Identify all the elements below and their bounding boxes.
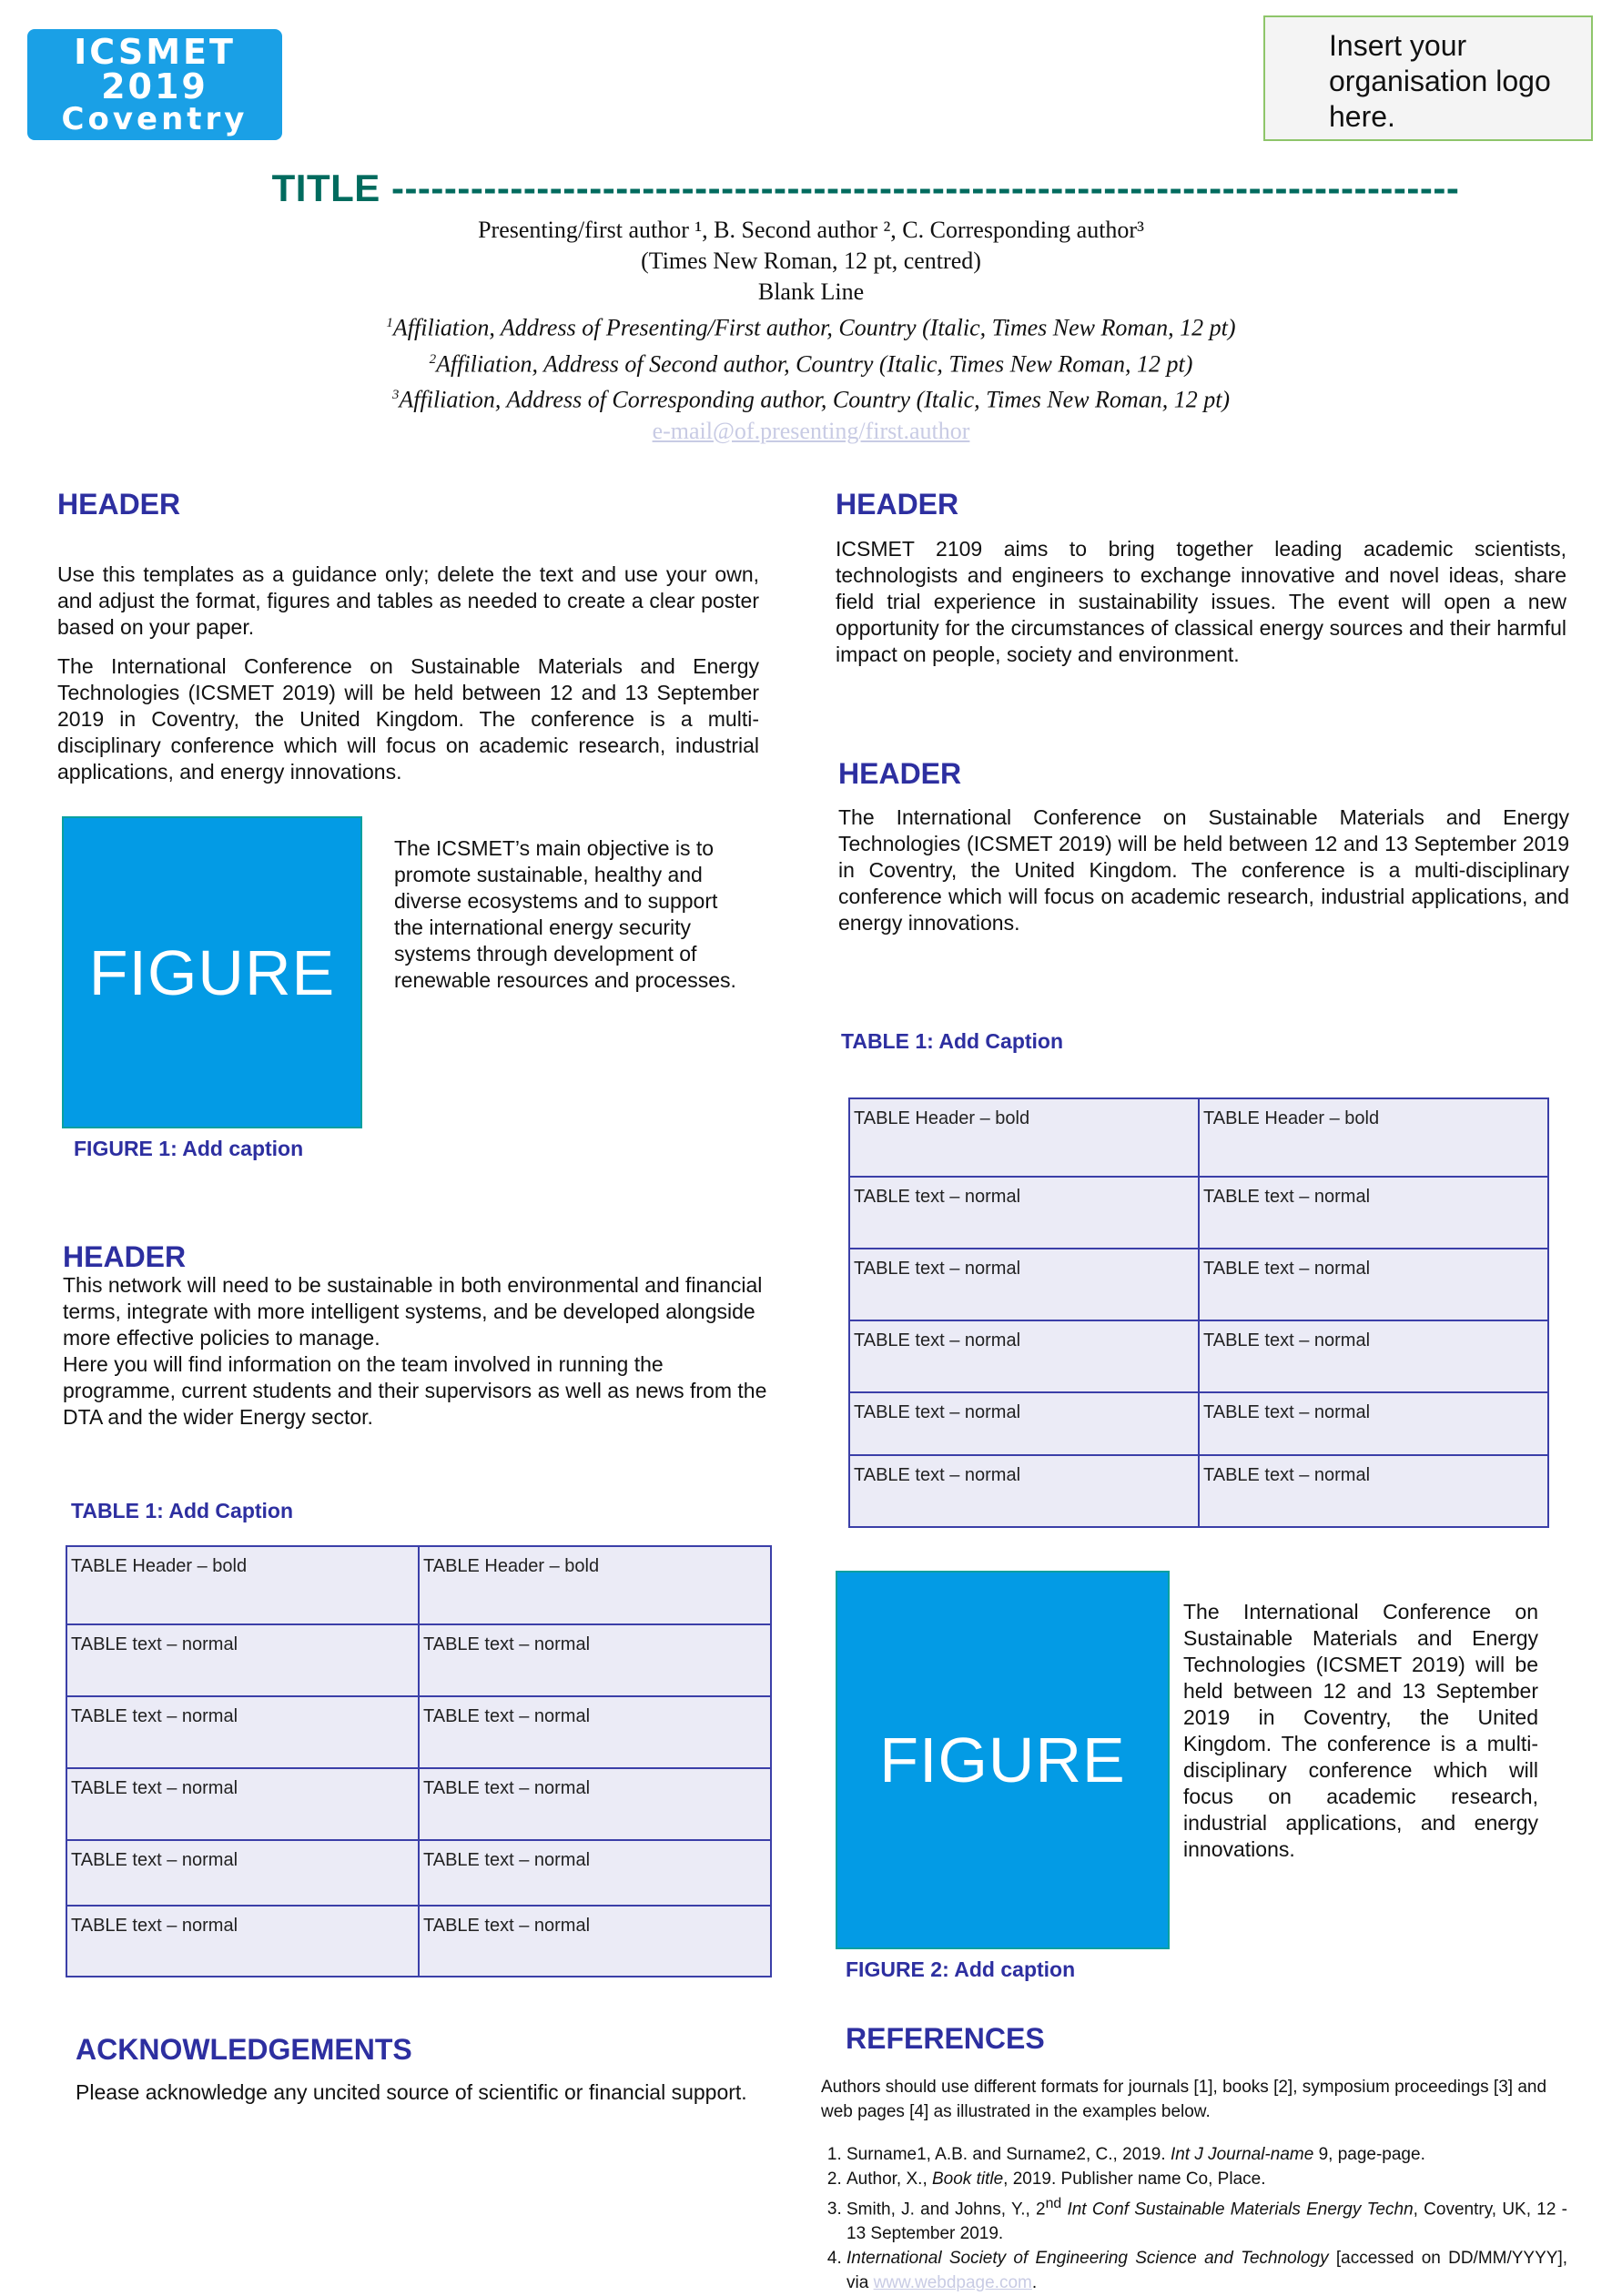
acknowledgements-header: ACKNOWLEDGEMENTS: [76, 2033, 412, 2066]
affiliation-3: [0, 379, 1622, 416]
table-row: [849, 1098, 1548, 1177]
table-header-cell: TABLE Header – bold: [66, 1546, 419, 1624]
figure-2-placeholder: FIGURE: [836, 1571, 1170, 1949]
affiliation-2: [0, 344, 1622, 380]
reference-4-accessed: [accessed on DD/MM/YYYY], via: [846, 2249, 1568, 2293]
affiliation-1: [0, 308, 1622, 344]
poster-title: TITLE ---------------------------------------------------------------------------------: [271, 167, 1460, 209]
table-row: [849, 1455, 1548, 1527]
table-cell: TABLE text – normal: [66, 1624, 419, 1696]
right-table: [848, 1097, 1549, 1528]
table-cell: TABLE text – normal: [419, 1906, 771, 1977]
table-cell: TABLE text – normal: [849, 1177, 1199, 1249]
table-cell: TABLE text – normal: [1199, 1455, 1548, 1527]
table-row: [66, 1768, 771, 1840]
table-row: [849, 1320, 1548, 1392]
reference-3-conference: Int Conf Sustainable Materials Energy Techn: [1061, 2200, 1414, 2220]
reference-2-publisher: , 2019. Publisher name Co, Place.: [1003, 2170, 1266, 2189]
reference-2-author: Author, X.,: [846, 2170, 932, 2189]
table-cell: TABLE text – normal: [1199, 1177, 1548, 1249]
reference-2-title: Book title: [932, 2170, 1004, 2189]
figure-1-caption: FIGURE 1: Add caption: [74, 1137, 304, 1160]
references-intro: Authors should use different formats for journals [1], books [2], symposium proceedings [3] and web pages [4] as illustrated in the examples below.: [821, 2078, 1547, 2121]
acknowledgements-text: Please acknowledge any uncited source of scientific or financial support.: [76, 2080, 747, 2104]
reference-3-superscript: nd: [1045, 2196, 1062, 2211]
left-table: [66, 1545, 772, 1977]
affiliation-3-text: Affiliation, Address of Corresponding author, Country (Italic, Times New Roman, 12 pt): [399, 386, 1231, 413]
table-cell: TABLE text – normal: [419, 1840, 771, 1906]
reference-3-authors: Smith, J. and Johns, Y., 2: [846, 2200, 1046, 2220]
reference-item: [846, 2246, 1567, 2295]
references-list: [821, 2142, 1567, 2295]
reference-item: [846, 2142, 1567, 2167]
table-row: [66, 1906, 771, 1977]
organisation-logo-placeholder: Insert your organisation logo here.: [1263, 15, 1593, 141]
left-paragraph-1: Use this templates as a guidance only; delete the text and use your own, and adjust the format, figures and tables as needed to create a clear poster based on your paper.: [57, 562, 759, 639]
table-cell: TABLE text – normal: [1199, 1392, 1548, 1455]
table-header-cell: TABLE Header – bold: [419, 1546, 771, 1624]
left-header-1: HEADER: [57, 488, 181, 521]
blank-line: Blank Line: [757, 278, 865, 305]
reference-4-organisation: International Society of Engineering Science and Technology: [846, 2249, 1329, 2269]
affiliation-1-number: 1: [386, 316, 393, 330]
table-row: [849, 1249, 1548, 1320]
table-cell: TABLE text – normal: [849, 1249, 1199, 1320]
reference-3-location: , Coventry, UK, 12 - 13 September 2019.: [846, 2200, 1567, 2244]
table-cell: TABLE text – normal: [66, 1696, 419, 1768]
right-table-caption: TABLE 1: Add Caption: [841, 1029, 1064, 1053]
reference-4-link[interactable]: www.webdpage.com: [873, 2273, 1032, 2293]
right-header-1: HEADER: [836, 488, 959, 521]
affiliation-3-number: 3: [391, 388, 400, 403]
author-block: [0, 215, 1622, 447]
left-header-2: HEADER: [63, 1240, 187, 1273]
table-row: [66, 1696, 771, 1768]
left-paragraph-2: The International Conference on Sustainable Materials and Energy Technologies (ICSMET 2019) will be held between 12 and 13 September 2019 in Coventry, the United Kingdom. The conference is a multi-disciplinary conference which will focus on academic research, industrial applications, and energy innovations.: [57, 654, 759, 784]
table-cell: TABLE text – normal: [66, 1906, 419, 1977]
references-header: REFERENCES: [846, 2022, 1045, 2055]
affiliation-2-text: Affiliation, Address of Second author, Country (Italic, Times New Roman, 12 pt): [436, 350, 1193, 378]
table-cell: TABLE text – normal: [419, 1696, 771, 1768]
table-cell: TABLE text – normal: [66, 1840, 419, 1906]
table-row: [66, 1546, 771, 1624]
right-paragraph-2: The International Conference on Sustainable Materials and Energy Technologies (ICSMET 2019) will be held between 12 and 13 September 2019 in Coventry, the United Kingdom. The conference is a multi-disciplinary conference which will focus on academic research, industrial applications, and energy innovations.: [838, 805, 1569, 935]
logo-line-3: Coventry: [61, 101, 248, 137]
reference-item: [846, 2191, 1567, 2246]
table-cell: TABLE text – normal: [849, 1320, 1199, 1392]
left-paragraph-4: Here you will find information on the team involved in running the programme, current students and their supervisors as well as news from the DTA and the wider Energy sector.: [63, 1352, 767, 1429]
table-cell: TABLE text – normal: [849, 1455, 1199, 1527]
left-paragraph-3: This network will need to be sustainable in both environmental and financial terms, integrate with more intelligent systems, and be developed alongside more effective policies to manage.: [63, 1273, 763, 1350]
table-cell: TABLE text – normal: [1199, 1249, 1548, 1320]
references-block: [821, 2075, 1567, 2295]
figure-2-caption: FIGURE 2: Add caption: [846, 1957, 1076, 1981]
table-header-cell: TABLE Header – bold: [1199, 1098, 1548, 1177]
figure-1-side-text: The ICSMET’s main objective is to promote sustainable, healthy and diverse ecosystems and to support the international energy security systems through development of renewable resources and processes.: [394, 836, 736, 992]
left-table-caption: TABLE 1: Add Caption: [71, 1499, 294, 1522]
icsmet-logo: [27, 29, 282, 140]
table-row: [66, 1624, 771, 1696]
reference-1-authors: Surname1, A.B. and Surname2, C., 2019.: [846, 2145, 1171, 2164]
logo-line-1: ICSMET: [74, 32, 236, 72]
table-cell: TABLE text – normal: [419, 1624, 771, 1696]
table-cell: TABLE text – normal: [66, 1768, 419, 1840]
figure-2-side-text: The International Conference on Sustainable Materials and Energy Technologies (ICSMET 2019) will be held between 12 and 13 September 2019 in Coventry, the United Kingdom. The conference is a multi-disciplinary conference which will focus on academic research, industrial applications, and energy innovations.: [1183, 1600, 1538, 1861]
author-email-link[interactable]: e-mail@of.presenting/first.author: [652, 417, 970, 444]
figure-1-placeholder: FIGURE: [62, 816, 362, 1128]
reference-1-pages: 9, page-page.: [1313, 2145, 1425, 2164]
table-row: [66, 1840, 771, 1906]
right-header-2: HEADER: [838, 757, 962, 790]
reference-4-end: .: [1031, 2273, 1038, 2293]
author-format-note: (Times New Roman, 12 pt, centred): [641, 248, 981, 274]
table-cell: TABLE text – normal: [1199, 1320, 1548, 1392]
logo-line-2: 2019: [101, 66, 208, 106]
reference-item: [846, 2167, 1567, 2191]
right-paragraph-1: ICSMET 2109 aims to bring together leading academic scientists, technologists and engineers to exchange innovative and novel ideas, share field trial experience in sustainability issues. The event will open a new opportunity for the circumstances of classical energy sources and their harmful impact on people, society and environment.: [836, 537, 1566, 666]
table-row: [849, 1177, 1548, 1249]
reference-1-journal: Int J Journal-name: [1170, 2145, 1314, 2164]
table-cell: TABLE text – normal: [419, 1768, 771, 1840]
table-row: [849, 1392, 1548, 1455]
affiliation-1-text: Affiliation, Address of Presenting/First author, Country (Italic, Times New Roman, 12 pt): [392, 314, 1236, 341]
author-line: Presenting/first author ¹, B. Second author ², C. Corresponding author³: [478, 217, 1144, 243]
affiliation-2-number: 2: [429, 351, 437, 367]
table-cell: TABLE text – normal: [849, 1392, 1199, 1455]
table-header-cell: TABLE Header – bold: [849, 1098, 1199, 1177]
